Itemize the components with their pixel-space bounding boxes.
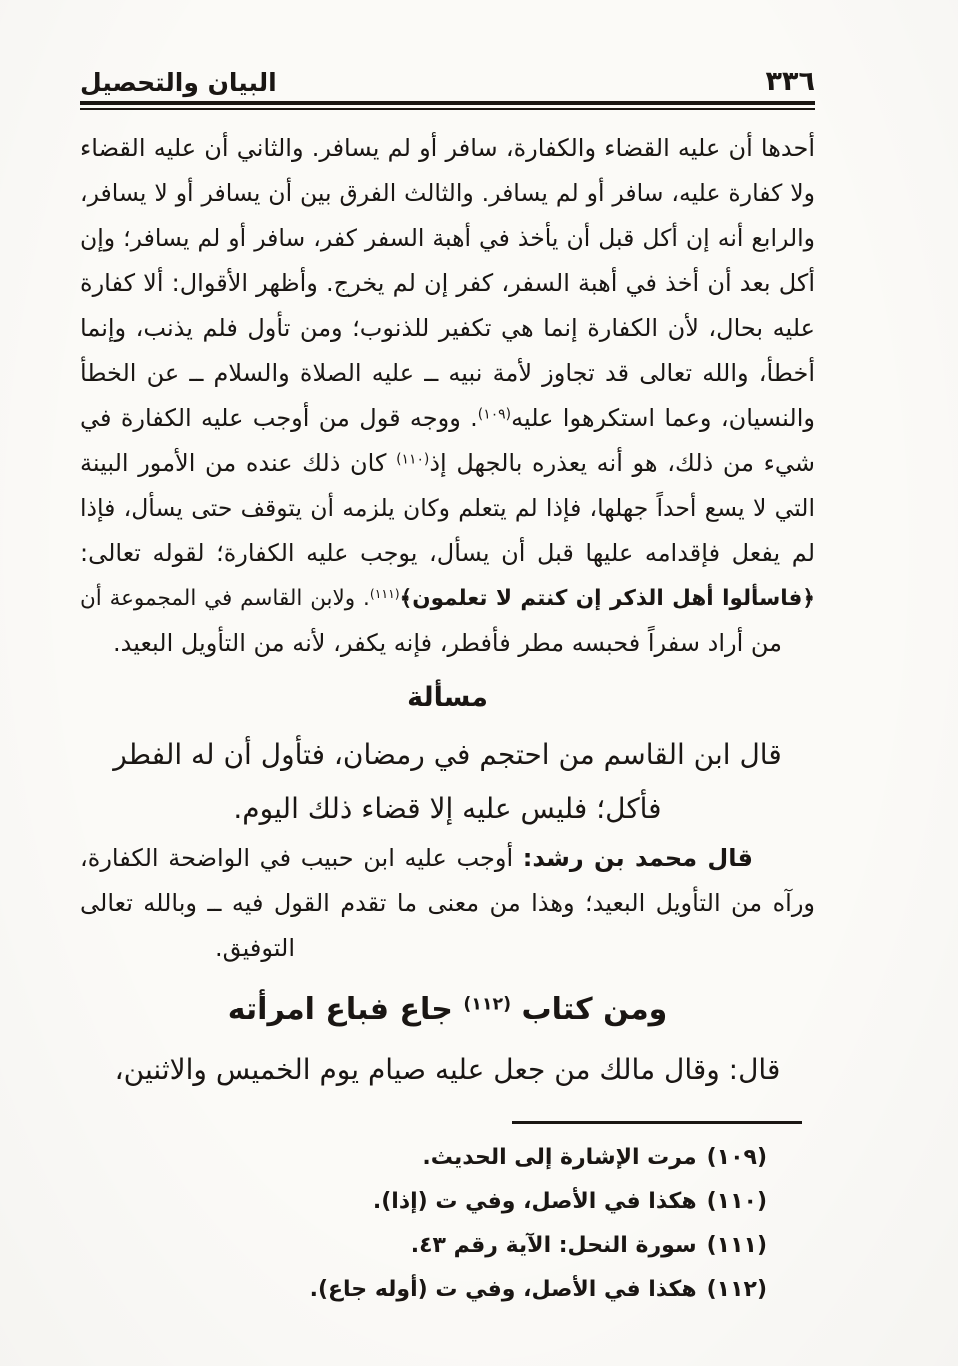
footnote-text: هكذا في الأصل، وفي ت (أوله جاع). (309, 1277, 697, 1302)
text-segment: مسألة (407, 682, 488, 713)
text-segment: ولا كفارة عليه، سافر أو لم يسافر. والثالث الفرق بين أن يسافر أو لا يسافر، (80, 179, 815, 207)
section-heading-masala (80, 678, 815, 718)
text-segment: أوجب عليه ابن حبيب في الواضحة الكفارة، (80, 844, 523, 872)
footnote-number: (١٠٩) (706, 1145, 767, 1170)
text-segment: شيء من ذلك، هو أنه يعذره بالجهل إذ (429, 449, 816, 477)
text-segment: ومن كتاب (511, 992, 668, 1027)
text-segment: أكل بعد أن أخذ في أهبة السفر، كفر إن لم يخرج. وأظهر الأقوال: ألا كفارة (80, 269, 815, 297)
text-segment: والنسيان، وعما استكرهوا عليه (511, 404, 815, 432)
book-title: البيان والتحصيل (80, 68, 277, 97)
text-segment: أحدها أن عليه القضاء والكفارة، سافر أو لم يسافر. والثاني أن عليه القضاء (80, 134, 815, 162)
text-segment: والرابع أنه إن أكل قبل أن يأخذ في أهبة السفر كفر، سافر أو لم يسافر؛ وإن (80, 224, 815, 252)
body-line (80, 621, 815, 666)
body-line (80, 926, 815, 971)
footnote-list (80, 1136, 815, 1312)
matn-line (80, 782, 815, 836)
page-number: ٣٣٦ (765, 66, 815, 97)
text-segment: قال: وقال مالك من جعل عليه صيام يوم الخميس والاثنين، (114, 1053, 781, 1086)
body-line (80, 171, 815, 216)
body-line (80, 216, 815, 261)
footnote-marker: (١٠٩) (477, 406, 512, 423)
footnote-marker: (١١٠) (396, 451, 430, 468)
body-line (80, 576, 815, 621)
text-segment: لم يفعل فإقدامه عليها قبل أن يسأل، يوجب عليه الكفارة؛ لقوله تعالى: (80, 539, 815, 567)
matn-line (80, 728, 815, 782)
text-segment: ورآه من التأويل البعيد؛ وهذا من معنى ما تقدم القول فيه ــ وبالله تعالى (80, 889, 815, 917)
footnote-item (80, 1136, 767, 1180)
header-rule (80, 101, 815, 110)
footnote-text: هكذا في الأصل، وفي ت (إذا). (372, 1189, 697, 1214)
body-line (80, 881, 815, 926)
text-segment: من أراد سفراً فحبسه مطر فأفطر، فإنه يكفر، لأنه من التأويل البعيد. (112, 629, 783, 657)
text-segment: قال ابن القاسم من احتجم في رمضان، فتأول أن له الفطر (113, 738, 782, 771)
footnote-item (80, 1268, 767, 1312)
matn-line (80, 1043, 815, 1097)
body-line (80, 351, 815, 396)
text-segment: جاع فباع امرأته (227, 992, 464, 1027)
body-line (80, 306, 815, 351)
footnote-marker: (١١٢) (463, 994, 512, 1015)
footnotes-section (80, 1121, 815, 1312)
footnote-item (80, 1180, 767, 1224)
body-line (80, 396, 815, 441)
body-line (80, 531, 815, 576)
text-segment: التوفيق. (215, 934, 295, 962)
footnote-separator (512, 1121, 802, 1124)
text-segment: ﴿فاسألوا أهل الذكر إن كنتم لا تعلمون﴾ (399, 586, 815, 611)
footnote-number: (١١١) (706, 1233, 767, 1258)
text-segment: . ووجه قول من أوجب عليه الكفارة في (80, 404, 478, 432)
body-line (80, 441, 815, 486)
chapter-heading (80, 987, 815, 1033)
footnote-text: سورة النحل: الآية رقم ٤٣. (410, 1233, 697, 1258)
body-line (80, 126, 815, 171)
text-segment: فأكل؛ فليس عليه إلا قضاء ذلك اليوم. (233, 792, 662, 825)
footnote-item (80, 1224, 767, 1268)
page-body (80, 126, 815, 1097)
body-line (80, 836, 815, 881)
footnote-number: (١١٠) (706, 1189, 767, 1214)
text-segment: عليه بحال، لأن الكفارة إنما هي تكفير للذنوب؛ ومن تأول فلم يذنب، وإنما (80, 314, 815, 342)
text-segment: كان ذلك عنده من الأمور البينة (80, 449, 397, 477)
text-segment: . ولابن القاسم في المجموعة أن (80, 586, 370, 611)
footnote-marker: (١١١) (369, 586, 400, 602)
text-segment: أخطأ، والله تعالى قد تجاوز لأمة نبيه ــ عليه الصلاة والسلام ــ عن الخطأ (80, 359, 815, 387)
body-line (80, 261, 815, 306)
body-line (80, 486, 815, 531)
footnote-text: مرت الإشارة إلى الحديث. (422, 1145, 697, 1170)
page-header (80, 66, 815, 101)
text-segment: التي لا يسع أحداً جهلها، فإذا لم يتعلم وكان يلزمه أن يتوقف حتى يسأل، فإذا (80, 494, 815, 522)
footnote-number: (١١٢) (706, 1277, 767, 1302)
text-segment: قال محمد بن رشد: (522, 844, 753, 872)
